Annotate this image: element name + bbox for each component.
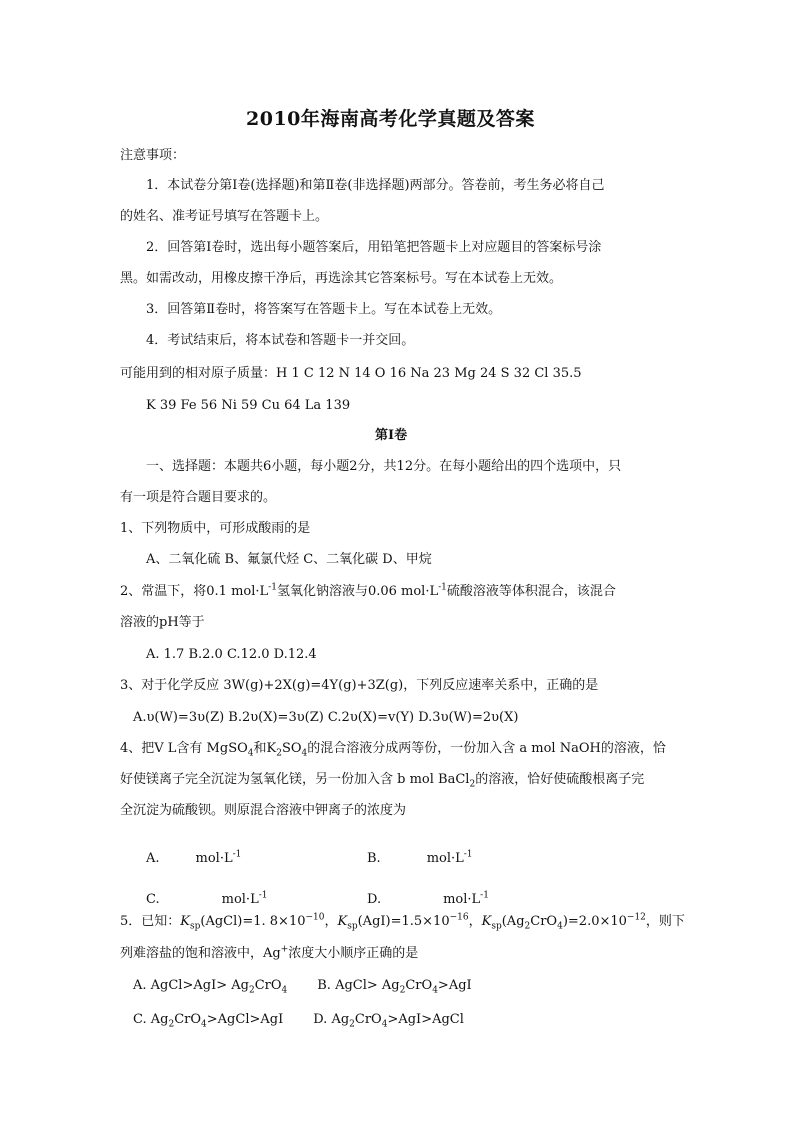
part-intro: 一、选择题：本题共6小题，每小题2分，共12分。在每小题给出的四个选项中，只 (146, 459, 622, 474)
question-5-options-cd: C. $Ag_2CrO_4>AgCl>AgI$ D. $Ag_2CrO_4>AgI>AgCl$ (133, 1012, 464, 1030)
page-title: 2010年海南高考化学真题及答案 (246, 108, 535, 130)
question-1-stem: 1、下列物质中，可形成酸雨的是 (120, 521, 311, 536)
question-1-options: A、二氧化硫 B、氟氯代烃 C、二氧化碳 D、甲烷 (146, 552, 432, 567)
question-3-stem: 3、对于化学反应 3W(g)+2X(g)=4Y(g)+3Z(g)，下列反应速率关系中，正确的是 (120, 678, 599, 693)
question-4-stem: 4、把V L含有 MgSO$_4$和$K_2SO_4$的混合溶液分成两等份，一份加入含 a mol NaOH的溶液，恰 (120, 741, 666, 759)
question-4-option-a: A. $mol\cdot L^{-1}$ (146, 849, 242, 866)
section-heading: 第Ⅰ卷 (375, 428, 408, 443)
atomic-masses-line-2: K 39 Fe 56 Ni 59 Cu 64 La 139 (146, 398, 351, 413)
question-4-option-c: C. $mol\cdot L^{-1}$ (146, 890, 268, 907)
atomic-masses-line-1: 可能用到的相对原子质量：H 1 C 12 N 14 O 16 Na 23 Mg 24 S 32 Cl 35.5 (120, 366, 582, 381)
notice-item-1-cont: 的姓名、准考证号填写在答题卡上。 (120, 209, 329, 224)
question-4-stem-line-3: 全沉淀为硫酸钡。则原混合溶液中钾离子的浓度为 (120, 803, 407, 818)
question-2-options: A. 1.7 B.2.0 C.12.0 D.12.4 (146, 647, 317, 662)
question-4-stem-line-2: 好使镁离子完全沉淀为氢氧化镁，另一份加入含 b mol BaCl$_2$的溶液，恰好使硫酸根离子完 (120, 772, 645, 790)
notice-item-4: 4．考试结束后，将本试卷和答题卡一并交回。 (146, 333, 415, 348)
part-intro-cont: 有一项是符合题目要求的。 (120, 490, 277, 505)
question-2-stem-cont: 溶液的pH等于 (120, 615, 205, 630)
question-4-option-d: D. $mol\cdot L^{-1}$ (367, 890, 489, 907)
question-5-options-ab: A. AgCl>AgI> $Ag_2CrO_4$ B. AgCl> $Ag_2CrO_4>AgI$ (133, 978, 472, 996)
question-5-stem-cont: 列难溶盐的饱和溶液中，Ag+浓度大小顺序正确的是 (120, 944, 419, 961)
question-2-stem: 2、常温下，将0.1 $mol\cdot L^{-1}$氢氧化钠溶液与0.06 $mol\cdot L^{-1}$硫酸溶液等体积混合，该混合 (120, 582, 616, 599)
notice-item-3: 3．回答第Ⅱ卷时，将答案写在答题卡上。写在本试卷上无效。 (146, 302, 502, 317)
question-4-option-b: B. $mol\cdot L^{-1}$ (367, 849, 473, 866)
question-5-stem: 5．已知：$K_{sp}(AgCl)=1$. $8\times 10^{-10}$，$K_{sp}(AgI)=1.5\times 10^{-16}$，$K_{sp}(Ag_2CrO_4)=2.0\times 10^{-12}$，则下 (120, 912, 685, 932)
question-3-options: A.υ(W)=3υ(Z) B.2υ(X)=3υ(Z) C.2υ(X)=v(Y) D.3υ(W)=2υ(X) (133, 710, 519, 725)
notice-item-1: 1．本试卷分第Ⅰ卷(选择题)和第Ⅱ卷(非选择题)两部分。答卷前，考生务必将自己 (146, 178, 605, 193)
notice-heading: 注意事项： (120, 148, 186, 163)
notice-item-2-cont: 黑。如需改动，用橡皮擦干净后，再选涂其它答案标号。写在本试卷上无效。 (120, 271, 563, 286)
notice-item-2: 2．回答第Ⅰ卷时，选出每小题答案后，用铅笔把答题卡上对应题目的答案标号涂 (146, 240, 602, 255)
